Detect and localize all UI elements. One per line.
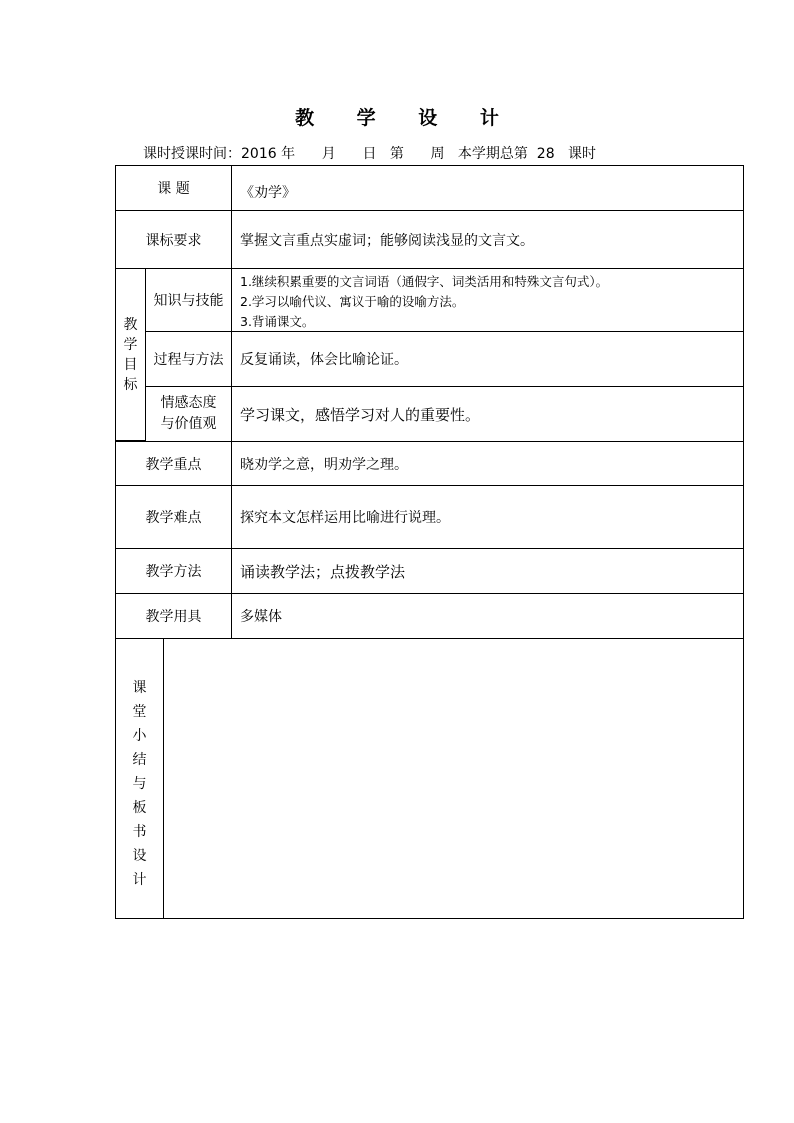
objectives-char: 目 [123,356,138,373]
page-title: 教 学 设 计 [295,107,517,129]
key-point-label: 教学重点 [115,441,232,486]
difficulty-value: 探究本文怎样运用比喻进行说理。 [231,485,744,549]
process-label: 过程与方法 [145,331,232,387]
summary-char: 板 [132,799,147,816]
objectives-group-label [115,268,146,441]
emotion-label-line: 情感态度 [160,395,217,411]
emotion-label [145,386,232,442]
process-value: 反复诵读，体会比喻论证。 [231,331,744,387]
topic-label: 课 题 [115,165,232,211]
method-label: 教学方法 [115,548,232,594]
tools-label: 教学用具 [115,593,232,639]
summary-char: 书 [132,823,147,840]
knowledge-value [231,268,744,332]
emotion-value: 学习课文，感悟学习对人的重要性。 [231,386,744,442]
summary-value [163,638,744,919]
summary-char: 计 [132,871,147,888]
knowledge-label: 知识与技能 [145,268,232,332]
summary-char: 小 [132,727,147,744]
emotion-label-line: 与价值观 [160,416,217,432]
difficulty-label: 教学难点 [115,485,232,549]
objectives-char: 教 [123,316,138,333]
summary-char: 设 [132,847,147,864]
knowledge-line: 1.继续积累重要的文言词语（通假字、词类活用和特殊文言句式）。 [240,274,609,289]
schedule-line: 课时授课时间：2016 年 月 日 第 周 本学期总第 28 课时 [143,146,596,162]
summary-char: 结 [132,751,147,768]
standard-label: 课标要求 [115,210,232,269]
summary-char: 课 [132,679,147,696]
tools-value: 多媒体 [231,593,744,639]
key-point-value: 晓劝学之意，明劝学之理。 [231,441,744,486]
topic-value: 《劝学》 [231,165,744,211]
summary-label [115,638,164,919]
knowledge-line: 2.学习以喻代议、寓议于喻的设喻方法。 [240,294,465,309]
method-value: 诵读教学法；点拨教学法 [231,548,744,594]
summary-char: 堂 [132,703,147,720]
summary-char: 与 [132,775,147,792]
objectives-char: 标 [123,376,138,393]
standard-value: 掌握文言重点实虚词；能够阅读浅显的文言文。 [231,210,744,269]
objectives-char: 学 [123,336,138,353]
knowledge-line: 3.背诵课文。 [240,314,315,329]
